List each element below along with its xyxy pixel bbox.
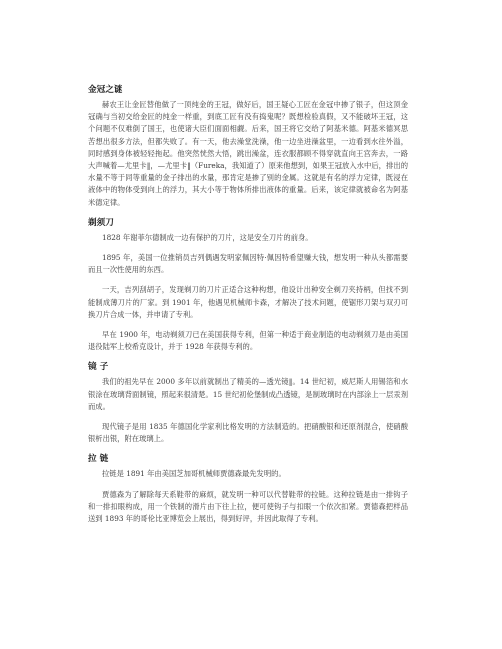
paragraph: 贾德森为了解除每天系鞋带的麻烦，就发明一种可以代替鞋带的拉链。这种拉链是由一排钩子和一排扣眼构成，用一个铁制的滑片由下往上拉，便可使钩子与扣眼一个依次扣紧。贾德森把样品送到 1893 年的哥伦比亚博览会上展出，得到好评，并因此取得了专利。 [88,489,408,524]
paragraph: 1895 年，美国一位推销员吉列偶遇发明家佩因特·佩因特希望赚大钱，想发明一种从头都需要而且一次性使用的东西。 [88,253,408,275]
section-razor [88,217,408,354]
paragraph: 早在 1900 年，电动剃须刀已在美国获得专利，但第一种适于商业制造的电动剃须刀是由美国退役陆军上校希克设计，并于 1928 年获得专利的。 [88,330,408,352]
section-title: 剃须刀 [88,217,114,228]
section-mirror [88,361,408,445]
document-page [88,84,408,533]
section-zipper [88,453,408,525]
paragraph: 一天，吉列刮胡子，发现剃刀的刀片正适合这种构想，他设计出种安全剃刀夹持柄，但找不到能制成薄刀片的厂家。到 1901 年，他遇见机械师卡森，才解决了技术问题，使锯形刀架与双刃可换刀片合成一体，并申请了专利。 [88,285,408,319]
section-title: 金冠之谜 [88,85,123,95]
section-title: 镜 子 [88,362,109,373]
paragraph: 我们的祖先早在 2000 多年以前就制出了精美的—透光镜‖。14 世纪初，威尼斯人用锡箔和水银涂在玻璃背面制镜，照起来很清楚。15 世纪初伦堡制成凸透镜，是制玻璃时在内部涂上一层汞剂而成。 [88,377,408,411]
section-title: 拉 链 [88,454,109,465]
paragraph: 拉链是 1891 年由美国芝加哥机械师贾德森最先发明的。 [102,469,286,479]
paragraph: 现代镜子是用 1835 年德国化学家利比格发明的方法制造的。把硝酸银和还原剂混合，使硝酸银析出银，附在玻璃上。 [88,422,408,444]
paragraph: 赫农王让金匠替他做了一顶纯金的王冠，做好后，国王疑心工匠在金冠中掺了银子，但这顶金冠确与当初交给金匠的纯金一样重，到底工匠有没有捣鬼呢？既想检验真假，又不能破坏王冠，这个问题不仅难倒了国王，也使诸大臣们面面相觑。后来，国王将它交给了阿基米德。阿基米德冥思苦想出很多方法，但都失败了。有一天，他去澡堂洗澡，他一边坐进澡盆里，一边看到水往外溢，同时感到身体被轻轻拖起。他突然恍然大悟，跳出澡盆，连衣服都顾不得穿就直向王宫奔去，一路大声喊着—尤里卡‖，—尤里卡‖（Fureka，我知道了）原来他想到，如果王冠放入水中后，排出的水量不等于同等重量的金子排出的水量，那肯定是掺了别的金属。这就是有名的浮力定律，既浸在液体中的物体受到向上的浮力，其大小等于物体所排出液体的重量。后来，该定律就被命名为阿基米德定律。 [88,100,408,207]
section-golden-crown [88,84,408,209]
paragraph: 1828 年谢菲尔德制成一边有保护的刀片，这是安全刀片的前身。 [102,232,313,242]
